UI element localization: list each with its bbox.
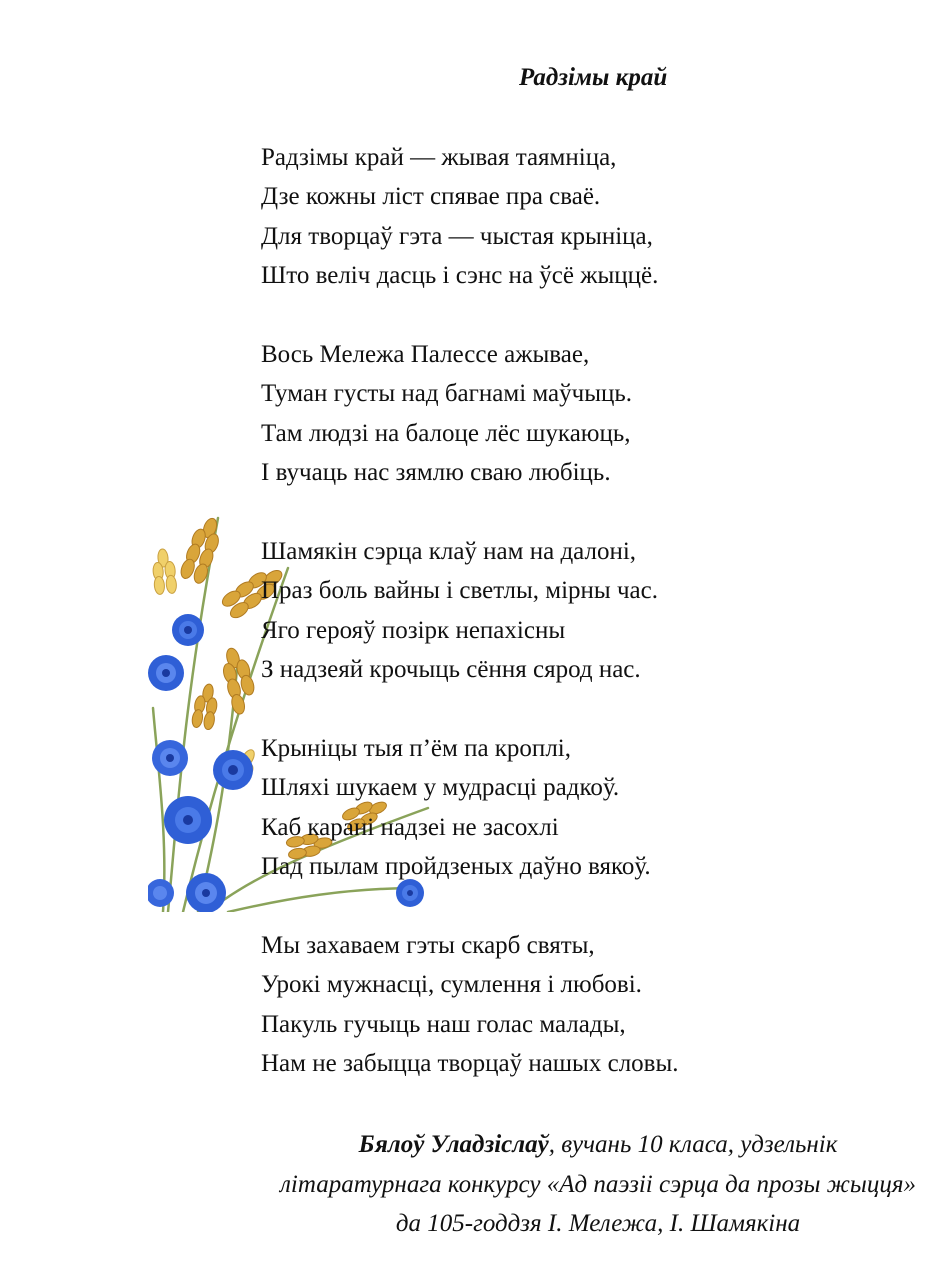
poem-line: Вось Мележа Палессе ажывае, (261, 340, 590, 368)
poem-line: Мы захаваем гэты скарб святы, (261, 931, 595, 959)
stanza (261, 532, 881, 690)
poem-line: Каб карані надзеі не засохлі (261, 813, 559, 841)
poem-line: Дзе кожны ліст спявае пра сваё. (261, 183, 601, 211)
poem-line: Што веліч дасць і сэнс на ўсё жыццё. (261, 262, 659, 290)
poem-line: Крыніцы тыя п’ём па кроплі, (261, 734, 571, 762)
poem-body (261, 138, 881, 1123)
poem-line: Там людзі на балоце лёс шукаюць, (261, 419, 631, 447)
poem-line: Шамякін сэрца клаў нам на далоні, (261, 537, 637, 565)
poem-line: Шляхі шукаем у мудрасці радкоў. (261, 774, 620, 802)
poem-line: Праз боль вайны і светлы, мірны час. (261, 577, 658, 605)
poem-line: Для творцаў гэта — чыстая крыніца, (261, 222, 653, 250)
stanza (261, 138, 881, 296)
poem-line: З надзеяй крочыць сёння сярод нас. (261, 656, 641, 684)
poem-line: Урокі мужнасці, сумлення і любові. (261, 971, 642, 999)
poem-line: Пакуль гучыць наш голас малады, (261, 1010, 626, 1038)
poem-line: Туман густы над багнамі маўчыць. (261, 380, 633, 408)
poem-line: Яго герояў позірк непахісны (261, 616, 566, 644)
author-signature (280, 1125, 916, 1244)
poem-line: Радзімы край — жывая таямніца, (261, 144, 617, 171)
stanza (261, 335, 881, 493)
poem-line: Нам не забыцца творцаў нашых словы. (261, 1049, 679, 1077)
author-details: , вучань 10 класа, удзельнік літаратурнага конкурсу «Ад паэзіі сэрца да прозы жыцця» да 105-годдзя І. Мележа, І. Шамякіна (280, 1131, 916, 1237)
poem-line: І вучаць нас зямлю сваю любіць. (261, 459, 611, 487)
poem-title: Радзімы край (519, 64, 668, 91)
author-name: Бялоў Уладзіслаў (358, 1131, 549, 1158)
stanza (261, 729, 881, 887)
poem-line: Пад пылам пройдзеных даўно вякоў. (261, 853, 651, 881)
stanza (261, 926, 881, 1084)
